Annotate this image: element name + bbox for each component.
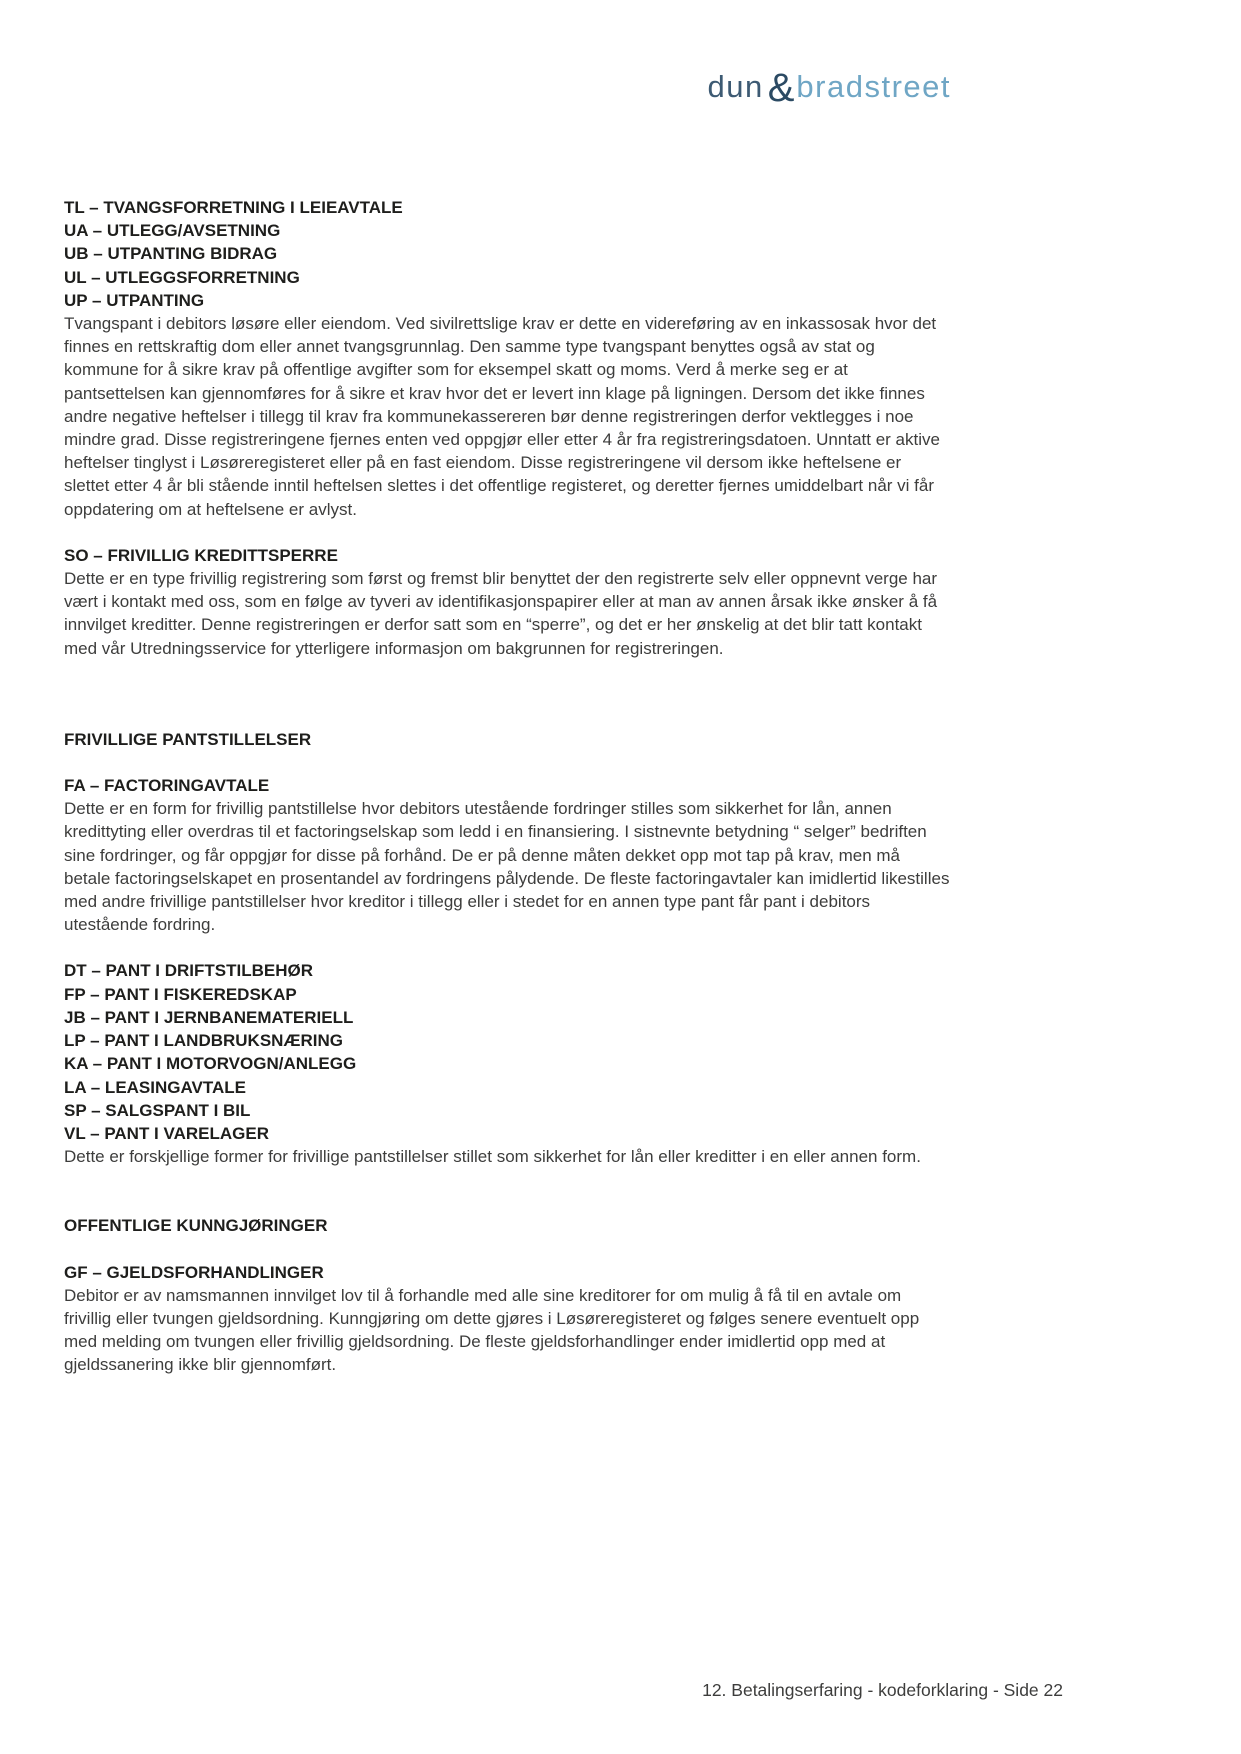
- code-heading-ub: UB – UTPANTING BIDRAG: [64, 244, 278, 264]
- code-heading-ua: UA – UTLEGG/AVSETNING: [64, 221, 281, 241]
- paragraph-kredittsperre: Dette er en type frivillig registrering som først og fremst blir benyttet der den registrerte selv eller oppnevnt verge har vært i kontakt med oss, som en følge av tyveri av identifikasjonspapirer eller at man av annen årsak ikke ønsker å få innvilget kreditter. Denne registreringen er derfor satt som en “sperre”, og det er her ønskelig at det blir tatt kontakt med vår Utredningsservice for ytterligere informasjon om bakgrunnen for registreringen.: [64, 569, 938, 658]
- code-heading-ul: UL – UTLEGGSFORRETNING: [64, 267, 300, 287]
- paragraph-gjeldsforhandlinger: Debitor er av namsmannen innvilget lov til å forhandle med alle sine kreditorer for om mulig å få til en avtale om frivillig eller tvungen gjeldsordning. Kunngjøring om dette gjøres i Løsøreregisteret og følges senere eventuelt opp med melding om tvungen eller frivillig gjeldsordning. De fleste gjeldsforhandlinger ender imidlertid opp med at gjeldssanering ikke blir gjennomført.: [64, 1285, 920, 1375]
- paragraph-factoringavtale: Dette er en form for frivillig pantstillelse hvor debitors utestående fordringer stilles som sikkerhet for lån, annen kredittyting eller overdras til et factoringselskap som ledd i en finansiering. I sistnevnte betydning “ selger” bedriften sine fordringer, og får oppgjør for disse på forhånd. De er på denne måten dekket opp mot tap på krav, men må betale factoringselskapet en prosentandel av fordringens pålydende. De fleste factoringavtaler kan imidlertid likestilles med andre frivillige pantstillelser hvor kreditor i tillegg eller i stedet for en annen type pant får pant i debitors utestående fordring.: [64, 799, 950, 935]
- paragraph-pantstillelser: Dette er forskjellige former for frivillige pantstillelser stillet som sikkerhet for lån eller kreditter i en eller annen form.: [64, 1147, 921, 1167]
- code-heading-dt: DT – PANT I DRIFTSTILBEHØR: [64, 961, 314, 981]
- paragraph-tvangspant: Tvangspant i debitors løsøre eller eiendom. Ved sivilrettslige krav er dette en videreføring av en inkassosak hvor det finnes en rettskraftig dom eller annet tvangsgrunnlag. Den samme type tvangspant benyttes også av stat og kommune for å sikre krav på offentlige avgifter som for eksempel skatt og moms. Verd å merke seg er at pantsettelsen kan gjennomføres for å sikre et krav hvor det er levert inn klage på ligningen. Dersom det ikke finnes andre negative heftelser i tillegg til krav fra kommunekassereren bør denne registreringen derfor vektlegges i noe mindre grad. Disse registreringene fjernes enten ved oppgjør eller etter 4 år fra registreringsdatoen. Unntatt er aktive heftelser tinglyst i Løsøreregisteret eller på en fast eiendom. Disse registreringene vil dersom ikke heftelsene er slettet etter 4 år bli stående inntil heftelsen slettes i det offentlige registeret, og deretter fjernes umiddelbart når vi får oppdatering om at heftelsene er avlyst.: [64, 314, 940, 519]
- code-heading-lp: LP – PANT I LANDBRUKSNÆRING: [64, 1031, 343, 1051]
- logo-text-dun: dun: [707, 69, 764, 104]
- code-heading-up: UP – UTPANTING: [64, 290, 205, 310]
- code-list-tvangsforretninger: [64, 196, 950, 312]
- code-heading-so: SO – FRIVILLIG KREDITTSPERRE: [64, 545, 338, 565]
- code-heading-gf: GF – GJELDSFORHANDLINGER: [64, 1262, 324, 1282]
- footer-text: 12. Betalingserfaring - kodeforklaring - Side 22: [702, 1680, 1063, 1700]
- logo-text-bradstreet: bradstreet: [796, 69, 951, 104]
- code-heading-fa: FA – FACTORINGAVTALE: [64, 776, 270, 796]
- ampersand-logo-glyph: &: [767, 66, 795, 110]
- dun-bradstreet-logo: [708, 68, 952, 108]
- code-heading-la: LA – LEASINGAVTALE: [64, 1077, 246, 1097]
- code-heading-tl: TL – TVANGSFORRETNING I LEIEAVTALE: [64, 198, 403, 217]
- code-heading-jb: JB – PANT I JERNBANEMATERIELL: [64, 1007, 354, 1027]
- page-footer: [702, 1679, 1063, 1702]
- code-heading-fp: FP – PANT I FISKEREDSKAP: [64, 984, 297, 1004]
- document-body: [64, 196, 950, 1377]
- section-title-offentlige-kunngjoringer: OFFENTLIGE KUNNGJØRINGER: [64, 1216, 328, 1236]
- code-heading-sp: SP – SALGSPANT I BIL: [64, 1100, 251, 1120]
- code-list-pantstillelser: [64, 959, 950, 1145]
- code-heading-ka: KA – PANT I MOTORVOGN/ANLEGG: [64, 1054, 357, 1074]
- code-heading-vl: VL – PANT I VARELAGER: [64, 1123, 269, 1143]
- section-title-frivillige-pantstillelser: FRIVILLIGE PANTSTILLELSER: [64, 729, 312, 749]
